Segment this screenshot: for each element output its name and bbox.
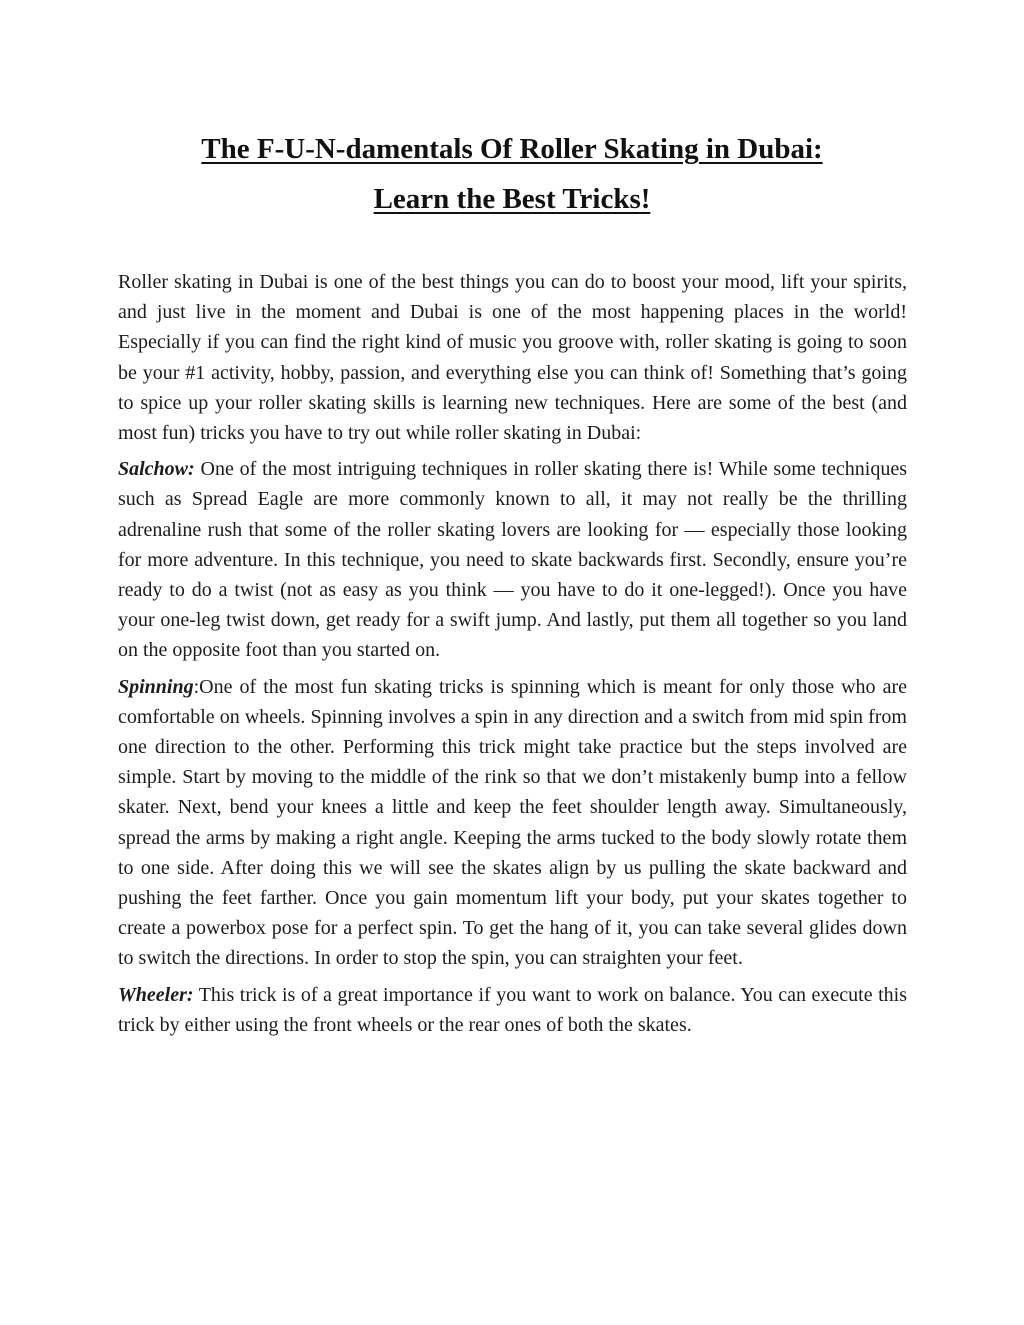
trick-paragraph-salchow: [118, 454, 907, 665]
page-title: [100, 124, 924, 224]
trick-text-wheeler: This trick is of a great importance if you want to work on balance. You can execute this trick by either using the front wheels or the rear ones of both the skates.: [118, 983, 907, 1036]
trick-term-salchow: Salchow:: [118, 458, 195, 481]
intro-paragraph: Roller skating in Dubai is one of the best things you can do to boost your mood, lift your spirits, and just live in the moment and Dubai is one of the most happening places in the world! Especially if you can find the right kind of music you groove with, roller skating is going to soon be your #1 activity, hobby, passion, and everything else you can think of! Something that’s going to spice up your roller skating skills is learning new techniques. Here are some of the best (and most fun) tricks you have to try out while roller skating in Dubai:: [118, 271, 907, 445]
page-title-line-1: The F-U-N-damentals Of Roller Skating in Dubai:: [201, 133, 823, 165]
page-title-line-2: Learn the Best Tricks!: [373, 183, 651, 215]
article-body: [118, 267, 907, 1046]
trick-term-spinning: Spinning: [118, 675, 194, 698]
trick-text-spinning: :One of the most fun skating tricks is spinning which is meant for only those who are comfortable on wheels. Spinning involves a spin in any direction and a switch from mid spin from one direction to the other. Performing this trick might take practice but the steps involved are simple. Start by moving to the middle of the rink so that we don’t mistakenly bump into a fellow skater. Next, bend your knees a little and keep the feet shoulder length away. Simultaneously, spread the arms by making a right angle. Keeping the arms tucked to the body slowly rotate them to one side. After doing this we will see the skates align by us pulling the skate backward and pushing the feet farther. Once you gain momentum lift your body, put your skates together to create a powerbox pose for a perfect spin. To get the hang of it, you can take several glides down to switch the directions. In order to stop the spin, you can straighten your feet.: [118, 675, 907, 970]
trick-term-wheeler: Wheeler:: [118, 983, 194, 1006]
trick-paragraph-wheeler: [118, 980, 907, 1040]
trick-text-salchow: One of the most intriguing techniques in roller skating there is! While some techniques such as Spread Eagle are more commonly known to all, it may not really be the thrilling adrenaline rush that some of the roller skating lovers are looking for — especially those looking for more adventure. In this technique, you need to skate backwards first. Secondly, ensure you’re ready to do a twist (not as easy as you think — you have to do it one-legged!). Once you have your one-leg twist down, get ready for a swift jump. And lastly, put them all together so you land on the opposite foot than you started on.: [118, 458, 907, 662]
trick-paragraph-spinning: [118, 672, 907, 974]
